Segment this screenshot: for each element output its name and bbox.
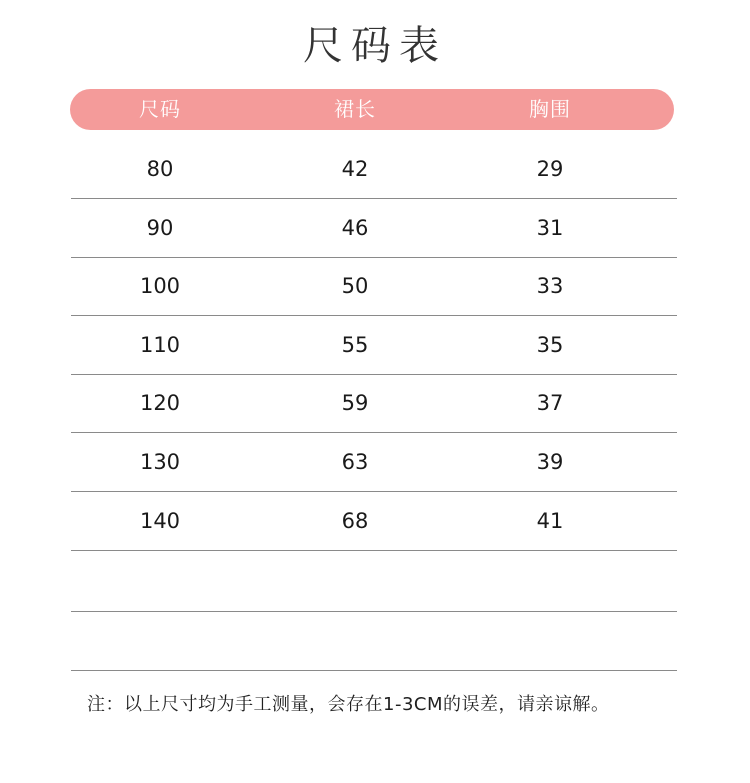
size-table-header xyxy=(70,89,674,130)
cell-chest: 37 xyxy=(536,391,564,415)
cell-chest xyxy=(470,613,630,670)
cell-length: 50 xyxy=(341,274,369,298)
table-row xyxy=(71,551,677,609)
cell-size: 120 xyxy=(139,391,181,415)
cell-size: 80 xyxy=(146,157,174,181)
table-row xyxy=(71,375,677,433)
cell-chest: 35 xyxy=(536,333,564,357)
cell-size: 140 xyxy=(139,509,181,533)
cell-length: 42 xyxy=(341,157,369,181)
table-row xyxy=(71,258,677,316)
row-divider xyxy=(71,198,677,199)
row-divider xyxy=(71,432,677,433)
cell-size xyxy=(80,613,240,670)
cell-chest: 29 xyxy=(536,157,564,181)
cell-chest: 31 xyxy=(536,216,564,240)
cell-length xyxy=(275,551,435,608)
header-chest: 胸围 xyxy=(529,97,571,121)
cell-length: 63 xyxy=(341,450,369,474)
cell-size: 110 xyxy=(139,333,181,357)
row-divider xyxy=(71,491,677,492)
cell-size: 130 xyxy=(139,450,181,474)
row-divider xyxy=(71,611,677,612)
cell-size: 100 xyxy=(139,274,181,298)
table-row xyxy=(71,613,677,671)
cell-length: 46 xyxy=(341,216,369,240)
page-title: 尺码表 xyxy=(303,23,447,69)
measurement-note: 注：以上尺寸均为手工测量，会存在1-3CM的误差，请亲谅解。 xyxy=(87,694,610,715)
table-row xyxy=(71,493,677,551)
cell-length: 55 xyxy=(341,333,369,357)
table-row xyxy=(71,317,677,375)
cell-chest: 33 xyxy=(536,274,564,298)
cell-size xyxy=(80,551,240,608)
cell-length: 68 xyxy=(341,509,369,533)
cell-size: 90 xyxy=(146,216,174,240)
cell-length: 59 xyxy=(341,391,369,415)
table-row xyxy=(71,200,677,258)
row-divider xyxy=(71,670,677,671)
table-row xyxy=(71,141,677,199)
row-divider xyxy=(71,315,677,316)
cell-chest: 39 xyxy=(536,450,564,474)
cell-chest: 41 xyxy=(536,509,564,533)
header-size: 尺码 xyxy=(139,97,181,121)
cell-length xyxy=(275,613,435,670)
table-row xyxy=(71,434,677,492)
header-length: 裙长 xyxy=(334,97,376,121)
cell-chest xyxy=(470,551,630,608)
